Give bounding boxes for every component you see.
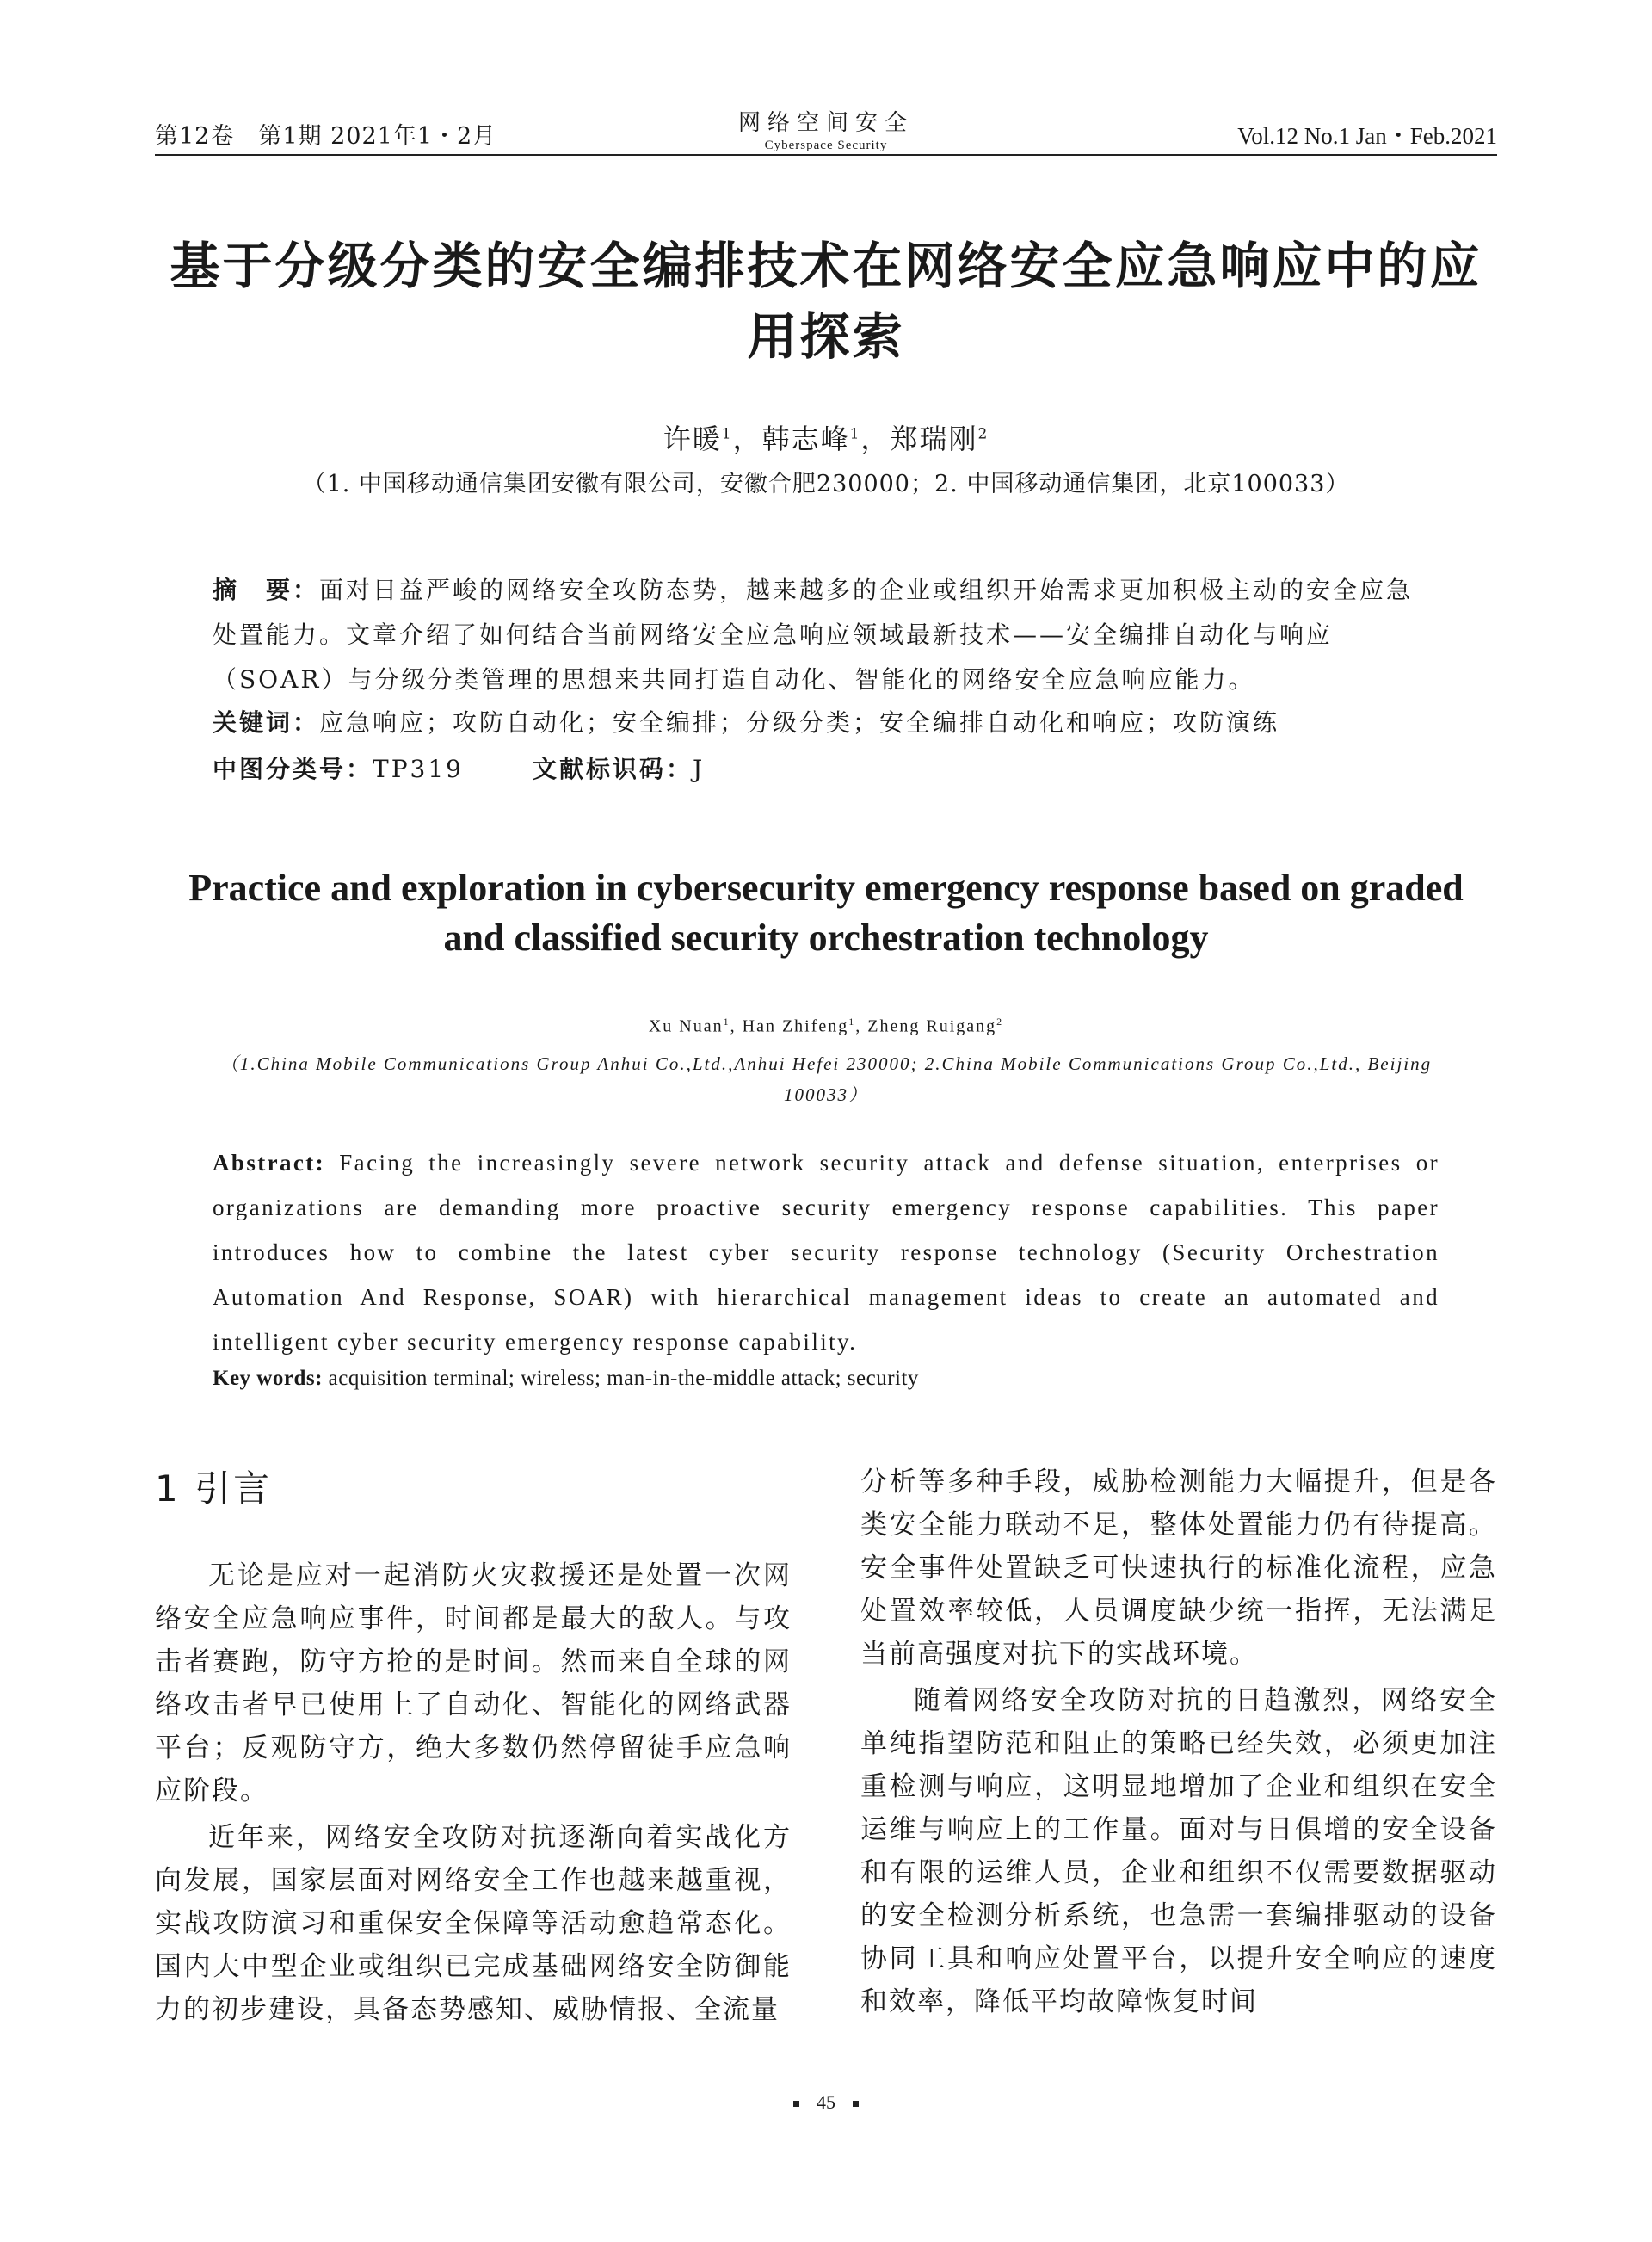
doc-code-label: 文献标识码： xyxy=(532,755,693,783)
author-affil-mark: 1 xyxy=(723,1016,730,1028)
author-name-en: Xu Nuan xyxy=(648,1016,724,1036)
body-paragraph: 无论是应对一起消防火灾救援还是处置一次网络安全应急响应事件，时间都是最大的敌人。与攻击者赛跑，防守方抢的是时间。然而来自全球的网络攻击者早已使用上了自动化、智能化的网络武器平台；反观防守方，绝大多数仍然停留徒手应急响应阶段。 xyxy=(155,1560,792,1807)
header-journal-name xyxy=(738,105,914,153)
author-affil-mark: 1 xyxy=(848,1016,856,1028)
body-column-left xyxy=(155,1463,792,2035)
paper-title-cn: 基于分级分类的安全编排技术在网络安全应急响应中的应用探索 xyxy=(170,237,1482,366)
author-affil-mark: 1 xyxy=(721,425,733,443)
abstract-en-label: Abstract: xyxy=(213,1150,326,1176)
body-column-right xyxy=(860,1461,1497,2027)
clc-value: TP319 xyxy=(373,755,464,783)
author-name: 许暖 xyxy=(663,423,722,455)
author-affil-mark: 1 xyxy=(849,425,861,443)
abstract-cn-label: 摘 要： xyxy=(213,576,320,604)
body-paragraph: 分析等多种手段，威胁检测能力大幅提升，但是各类安全能力联动不足，整体处置能力仍有待提高。安全事件处置缺乏可快速执行的标准化流程，应急处置效率较低，人员调度缺少统一指挥，无法满足当前高强度对抗下的实战环境。 xyxy=(860,1467,1497,1670)
journal-name-cn: 网络空间安全 xyxy=(737,110,915,136)
abstract-en-text: Facing the increasingly severe network security attack and defense situation, enterprises or organizations are demanding more proactive security emergency response capabilities. This paper introduces how to combine the latest cyber security response technology (Security Orchestration Automation And Response, SOAR) with hierarchical management ideas to create an automated and intelligent cyber security emergency response capability. xyxy=(213,1150,1439,1355)
folio-square-icon xyxy=(793,2101,799,2107)
author-affil-mark: 2 xyxy=(977,425,989,443)
keywords-cn-label: 关键词： xyxy=(213,708,320,737)
header-rule xyxy=(155,154,1497,156)
paper-title-en: Practice and exploration in cybersecurity emergency response based on graded and classified security orchestration technology xyxy=(188,867,1464,959)
affiliation-en: （1.China Mobile Communications Group Anhui Co.,Ltd.,Anhui Hefei 230000; 2.China Mobile Communications Group Co.,Ltd., Beijing 100033） xyxy=(219,1053,1433,1105)
journal-name-en: Cyberspace Security xyxy=(764,139,888,152)
body-paragraph: 随着网络安全攻防对抗的日趋激烈，网络安全单纯指望防范和阻止的策略已经失效，必须更加注重检测与响应，这明显地增加了企业和组织在安全运维与响应上的工作量。面对与日俱增的安全设备和有限的运维人员，企业和组织不仅需要数据驱动的安全检测分析系统，也急需一套编排驱动的设备协同工具和响应处置平台，以提升安全响应的速度和效率，降低平均故障恢复时间 xyxy=(860,1685,1497,2017)
classification-line xyxy=(213,750,1439,785)
header-volume-issue-en: Vol.12 No.1 Jan・Feb.2021 xyxy=(1237,123,1497,149)
affiliation-cn: （1. 中国移动通信集团安徽有限公司，安徽合肥230000；2. 中国移动通信集团，北京100033） xyxy=(302,471,1350,497)
page-number: 45 xyxy=(817,2091,835,2113)
clc-label: 中图分类号： xyxy=(213,755,373,783)
header-volume-issue: 第12卷 第1期 2021年1・2月 xyxy=(155,123,497,150)
author-separator: , xyxy=(855,1016,868,1036)
author-separator: , xyxy=(730,1016,743,1036)
keywords-cn-text: 应急响应；攻防自动化；安全编排；分级分类；安全编排自动化和响应；攻防演练 xyxy=(319,708,1280,737)
page-footer xyxy=(0,2091,1652,2114)
abstract-cn-text: 面对日益严峻的网络安全攻防态势，越来越多的企业或组织开始需求更加积极主动的安全应急处置能力。文章介绍了如何结合当前网络安全应急响应领域最新技术——安全编排自动化与响应（SOAR）与分级分类管理的思想来共同打造自动化、智能化的网络安全应急响应能力。 xyxy=(213,576,1414,694)
author-separator: ， xyxy=(732,423,762,455)
keywords-en xyxy=(213,1367,1439,1391)
author-affil-mark: 2 xyxy=(996,1016,1004,1028)
section-heading: 1 引言 xyxy=(155,1467,273,1510)
authors-en xyxy=(0,1016,1652,1037)
abstract-en xyxy=(213,1140,1439,1364)
body-paragraph: 近年来，网络安全攻防对抗逐渐向着实战化方向发展，国家层面对网络安全工作也越来越重视，实战攻防演习和重保安全保障等活动愈趋常态化。国内大中型企业或组织已完成基础网络安全防御能力的初步建设，具备态势感知、威胁情报、全流量 xyxy=(155,1822,792,2025)
author-name-en: Zheng Ruigang xyxy=(867,1016,997,1036)
author-name-en: Han Zhifeng xyxy=(742,1016,849,1036)
keywords-en-text: acquisition terminal; wireless; man-in-the-middle attack; security xyxy=(328,1367,919,1390)
authors-cn xyxy=(0,417,1652,457)
keywords-en-label: Key words: xyxy=(213,1367,323,1390)
folio-square-icon xyxy=(853,2101,859,2107)
keywords-cn xyxy=(213,704,1439,738)
author-name: 韩志峰 xyxy=(761,423,850,455)
author-separator: ， xyxy=(860,423,891,455)
abstract-cn xyxy=(213,568,1439,702)
doc-code-value: J xyxy=(693,755,706,783)
author-name: 郑瑞刚 xyxy=(890,423,978,455)
running-header xyxy=(155,105,1497,157)
